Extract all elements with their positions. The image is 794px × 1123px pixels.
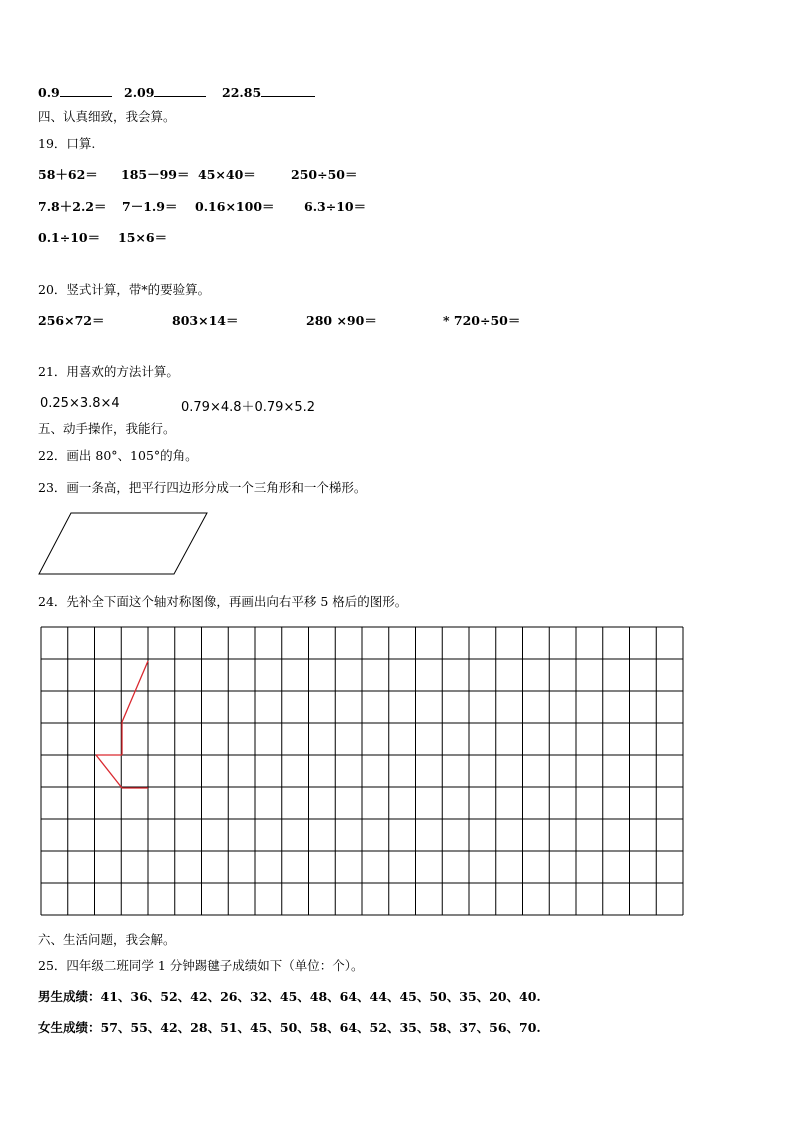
oral-calc-item: 0.16×100＝ [195, 199, 275, 214]
half-figure [96, 661, 148, 788]
oral-calc-item: 6.3÷10＝ [304, 199, 367, 214]
oral-calc-item: 7－1.9＝ [122, 199, 178, 214]
vertical-calc-item: 280 ×90＝ [306, 313, 377, 328]
vertical-calc-item: 256×72＝ [38, 313, 105, 328]
figure-segment [96, 755, 122, 788]
grid-lines [41, 627, 683, 915]
question-22-title: 22．画出 80°、105°的角。 [38, 448, 198, 463]
section-5-heading: 五、动手操作，我能行。 [38, 421, 176, 436]
oral-calc-item: 7.8＋2.2＝ [38, 199, 107, 214]
answer-blank[interactable] [154, 84, 206, 97]
oral-calc-item: 45×40＝ [198, 167, 256, 182]
decimal-label: 0.9 [38, 85, 60, 100]
section-4-heading: 四、认真细致，我会算。 [38, 109, 176, 124]
parallelogram-shape [39, 513, 207, 574]
oral-calc-item: 58＋62＝ [38, 167, 98, 182]
answer-blank[interactable] [261, 84, 315, 97]
girls-scores: 女生成绩：57、55、42、28、51、45、50、58、64、52、35、58、37、56、70. [38, 1020, 541, 1035]
oral-calc-item: 0.1÷10＝ [38, 230, 101, 245]
answer-blank[interactable] [60, 84, 112, 97]
question-20-title: 20．竖式计算，带*的要验算。 [38, 282, 211, 297]
question-25-title: 25．四年级二班同学 1 分钟踢毽子成绩如下（单位：个）。 [38, 958, 364, 973]
oral-calc-item: 15×6＝ [118, 230, 168, 245]
question-23-title: 23．画一条高，把平行四边形分成一个三角形和一个梯形。 [38, 480, 367, 495]
question-24-title: 24．先补全下面这个轴对称图像，再画出向右平移 5 格后的图形。 [38, 594, 408, 609]
decimal-label: 22.85 [222, 85, 262, 100]
calc-expression: 0.25×3.8×4 [40, 396, 120, 411]
parallelogram-figure [36, 510, 216, 580]
oral-calc-item: 185－99＝ [121, 167, 190, 182]
section-6-heading: 六、生活问题，我会解。 [38, 932, 176, 947]
decimal-label: 2.09 [124, 85, 155, 100]
calc-expression: 0.79×4.8＋0.79×5.2 [181, 400, 316, 415]
question-19-title: 19．口算. [38, 136, 96, 151]
vertical-calc-item: 803×14＝ [172, 313, 239, 328]
square-grid[interactable] [38, 624, 688, 919]
boys-scores: 男生成绩：41、36、52、42、26、32、45、48、64、44、45、50、35、20、40. [38, 989, 541, 1004]
question-21-title: 21．用喜欢的方法计算。 [38, 364, 179, 379]
oral-calc-item: 250÷50＝ [291, 167, 358, 182]
vertical-calc-item: * 720÷50＝ [443, 313, 521, 328]
